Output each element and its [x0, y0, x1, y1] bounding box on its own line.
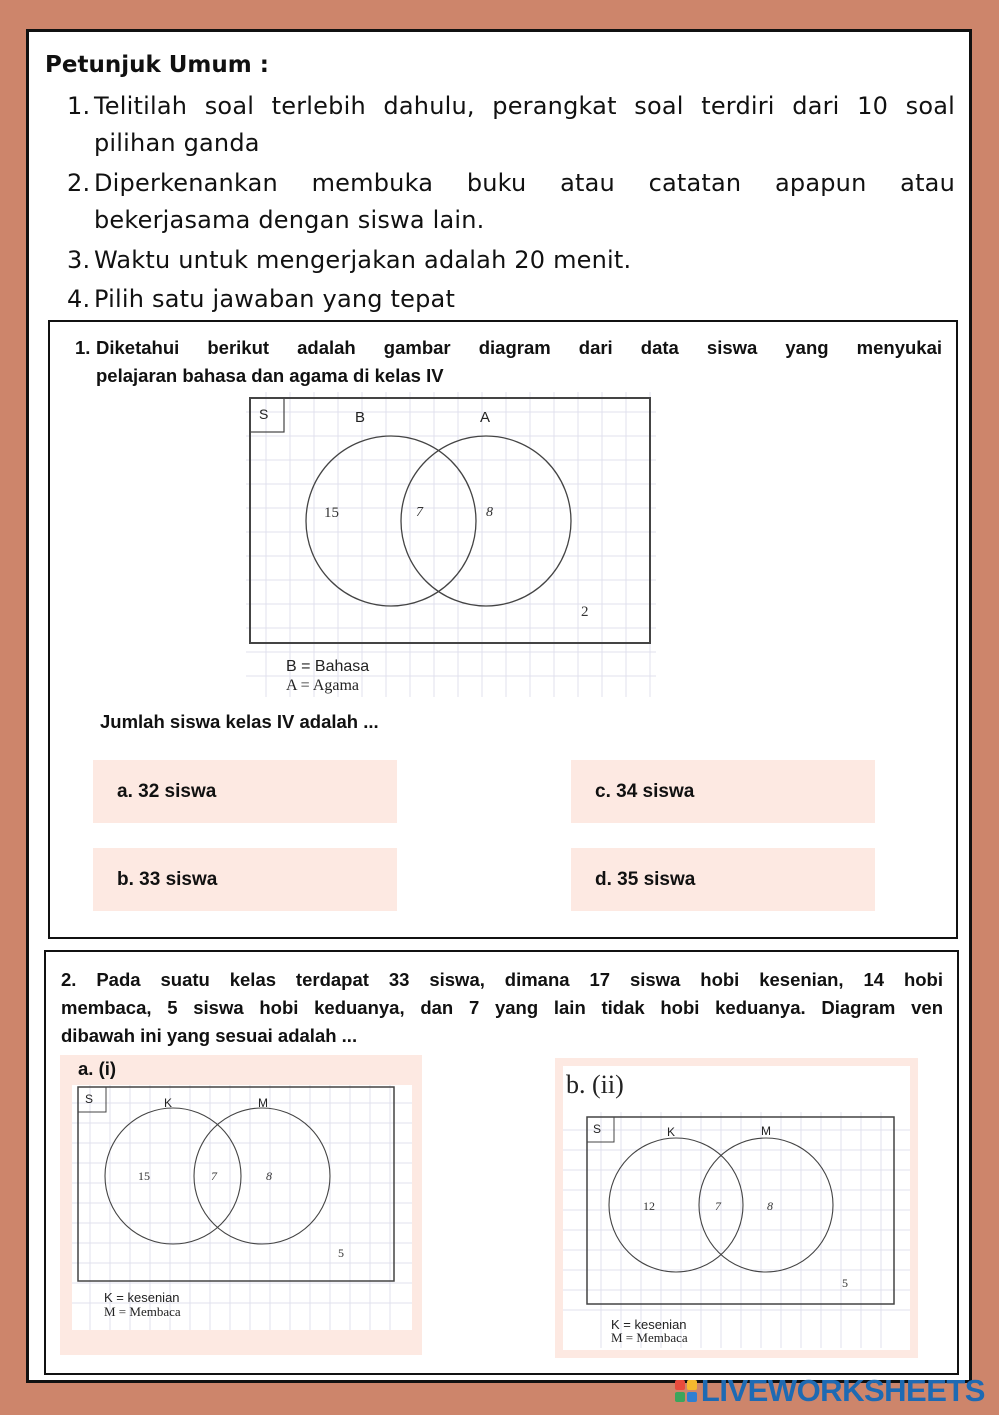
region-m-only: 8 [266, 1169, 272, 1183]
universe-label: S [85, 1092, 94, 1106]
question-1-text [75, 334, 942, 390]
region-b-only: 15 [324, 505, 339, 521]
region-outside: 2 [581, 604, 589, 620]
set-k-circle [609, 1138, 743, 1272]
universe-rect [78, 1087, 394, 1281]
region-both: 7 [715, 1199, 721, 1213]
region-m-only: 8 [767, 1199, 773, 1213]
question-2-line3: dibawah ini yang sesuai adalah ... [61, 1025, 358, 1046]
legend-m: M = Membaca [104, 1304, 181, 1319]
venn-diagram-option-i [72, 1085, 412, 1330]
option-i-diagram-area [72, 1085, 412, 1330]
question-1-line2: pelajaran bahasa dan agama di kelas IV [96, 365, 444, 386]
instruction-3 [67, 242, 955, 279]
legend-k: K = kesenian [104, 1290, 180, 1305]
venn-diagram-q1 [246, 392, 656, 697]
set-k-circle [105, 1108, 241, 1244]
question-1-number: 1. [75, 337, 91, 358]
diagram-grid [563, 1112, 910, 1348]
instruction-3-number: 3. [67, 246, 91, 274]
instruction-4-number: 4. [67, 285, 91, 313]
region-a-only: 8 [486, 505, 493, 520]
set-b-label: B [355, 409, 366, 426]
instruction-2-number: 2. [67, 169, 91, 197]
question-1-line1: Diketahui berikut adalah gambar diagram dari data siswa yang menyukai [96, 337, 942, 358]
region-both: 7 [211, 1169, 217, 1183]
question-2-box [44, 950, 959, 1375]
instruction-1-text-cont: pilihan ganda [94, 129, 260, 157]
choice-a[interactable]: a. 32 siswa [93, 760, 397, 823]
question-2-line2: membaca, 5 siswa hobi keduanya, dan 7 yang lain tidak hobi keduanya. Diagram ven [61, 997, 943, 1018]
choice-b[interactable]: b. 33 siswa [93, 848, 397, 911]
region-both: 7 [416, 505, 423, 520]
liveworksheets-logo-icon [675, 1380, 697, 1402]
option-i-label: a. (i) [78, 1058, 117, 1079]
question-2-text [61, 966, 943, 1050]
instruction-1-text: Telitilah soal terlebih dahulu, perangkat soal terdiri dari 10 soal [94, 92, 955, 120]
question-1-box [48, 320, 958, 939]
set-k-label: K [667, 1125, 676, 1139]
instruction-2 [67, 165, 955, 239]
set-m-label: M [258, 1096, 268, 1110]
instruction-1 [67, 88, 955, 162]
universe-rect [250, 398, 650, 643]
option-ii-label: b. (ii) [566, 1070, 624, 1099]
instructions-title: Petunjuk Umum : [45, 52, 269, 78]
set-k-label: K [164, 1096, 173, 1110]
legend-m: M = Membaca [611, 1330, 688, 1345]
legend-a: A = Agama [286, 677, 360, 694]
instruction-2-text: Diperkenankan membuka buku atau catatan apapun atau [94, 169, 955, 197]
instruction-4 [67, 281, 955, 318]
question-1-prompt: Jumlah siswa kelas IV adalah ... [100, 711, 379, 732]
instruction-4-text: Pilih satu jawaban yang tepat [94, 285, 456, 313]
set-m-label: M [761, 1124, 771, 1138]
worksheet-page [26, 29, 972, 1383]
instruction-3-text: Waktu untuk mengerjakan adalah 20 menit. [94, 246, 632, 274]
set-a-label: A [480, 409, 491, 426]
instruction-1-number: 1. [67, 92, 91, 120]
choice-d[interactable]: d. 35 siswa [571, 848, 875, 911]
liveworksheets-logo [675, 1373, 985, 1409]
universe-label: S [593, 1122, 602, 1136]
option-i-panel[interactable] [60, 1055, 422, 1355]
choice-c[interactable]: c. 34 siswa [571, 760, 875, 823]
legend-k: K = kesenian [611, 1317, 687, 1332]
universe-label: S [259, 406, 269, 422]
region-outside: 5 [842, 1276, 848, 1290]
liveworksheets-logo-text: LIVEWORKSHEETS [700, 1373, 985, 1408]
region-k-only: 15 [138, 1169, 150, 1183]
venn-diagram-option-ii [563, 1112, 910, 1348]
option-ii-diagram-area [563, 1066, 910, 1350]
instruction-2-text-cont: bekerjasama dengan siswa lain. [94, 206, 485, 234]
option-ii-panel[interactable] [555, 1058, 918, 1358]
region-outside: 5 [338, 1246, 344, 1260]
region-k-only: 12 [643, 1199, 655, 1213]
diagram-grid [246, 392, 656, 697]
question-2-line1: 2. Pada suatu kelas terdapat 33 siswa, dimana 17 siswa hobi kesenian, 14 hobi [61, 969, 943, 990]
legend-b: B = Bahasa [286, 658, 370, 675]
